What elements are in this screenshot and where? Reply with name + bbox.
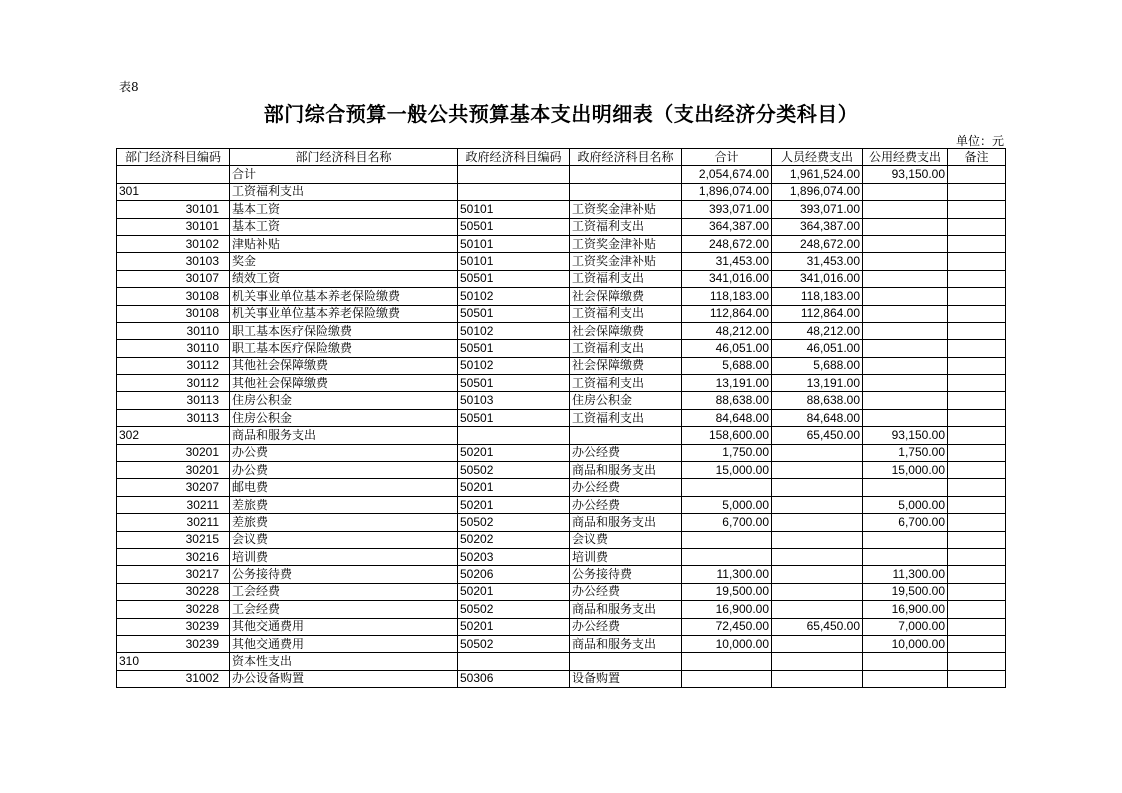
table-row bbox=[117, 601, 1006, 618]
gov-code-cell: 50201 bbox=[458, 618, 570, 635]
remark-cell bbox=[948, 496, 1006, 513]
header-public: 公用经费支出 bbox=[863, 149, 948, 166]
dept-name-cell: 其他社会保障缴费 bbox=[230, 375, 458, 392]
gov-code-cell: 50201 bbox=[458, 444, 570, 461]
dept-code-cell: 302 bbox=[117, 427, 230, 444]
dept-code-cell: 301 bbox=[117, 183, 230, 200]
total-cell: 5,688.00 bbox=[682, 357, 772, 374]
gov-name-cell: 工资奖金津补贴 bbox=[570, 253, 682, 270]
header-remark: 备注 bbox=[948, 149, 1006, 166]
gov-code-cell bbox=[458, 427, 570, 444]
table-row bbox=[117, 166, 1006, 183]
personnel-cell bbox=[772, 670, 863, 687]
total-cell: 11,300.00 bbox=[682, 566, 772, 583]
personnel-cell bbox=[772, 496, 863, 513]
table-row bbox=[117, 462, 1006, 479]
dept-name-cell: 商品和服务支出 bbox=[230, 427, 458, 444]
dept-code-cell: 30112 bbox=[117, 375, 230, 392]
total-cell: 364,387.00 bbox=[682, 218, 772, 235]
table-row bbox=[117, 635, 1006, 652]
dept-code-cell: 30239 bbox=[117, 618, 230, 635]
personnel-cell: 112,864.00 bbox=[772, 305, 863, 322]
remark-cell bbox=[948, 288, 1006, 305]
gov-name-cell: 商品和服务支出 bbox=[570, 635, 682, 652]
personnel-cell bbox=[772, 653, 863, 670]
gov-code-cell: 50502 bbox=[458, 601, 570, 618]
total-cell: 19,500.00 bbox=[682, 583, 772, 600]
total-cell: 393,071.00 bbox=[682, 201, 772, 218]
dept-name-cell: 邮电费 bbox=[230, 479, 458, 496]
gov-name-cell: 办公经费 bbox=[570, 444, 682, 461]
total-cell: 48,212.00 bbox=[682, 322, 772, 339]
gov-name-cell: 工资奖金津补贴 bbox=[570, 201, 682, 218]
dept-name-cell: 合计 bbox=[230, 166, 458, 183]
dept-code-cell: 30201 bbox=[117, 462, 230, 479]
remark-cell bbox=[948, 462, 1006, 479]
gov-name-cell: 办公经费 bbox=[570, 618, 682, 635]
dept-name-cell: 办公设备购置 bbox=[230, 670, 458, 687]
total-cell bbox=[682, 531, 772, 548]
remark-cell bbox=[948, 427, 1006, 444]
table-row bbox=[117, 583, 1006, 600]
dept-name-cell: 其他交通费用 bbox=[230, 618, 458, 635]
dept-name-cell: 住房公积金 bbox=[230, 409, 458, 426]
gov-code-cell: 50502 bbox=[458, 514, 570, 531]
personnel-cell: 31,453.00 bbox=[772, 253, 863, 270]
total-cell: 72,450.00 bbox=[682, 618, 772, 635]
table-header-row bbox=[117, 149, 1006, 166]
table-row bbox=[117, 409, 1006, 426]
personnel-cell bbox=[772, 548, 863, 565]
public-cell: 5,000.00 bbox=[863, 496, 948, 513]
dept-code-cell: 30211 bbox=[117, 514, 230, 531]
public-cell bbox=[863, 340, 948, 357]
dept-code-cell: 30101 bbox=[117, 218, 230, 235]
table-row bbox=[117, 305, 1006, 322]
dept-name-cell: 其他交通费用 bbox=[230, 635, 458, 652]
public-cell: 11,300.00 bbox=[863, 566, 948, 583]
public-cell: 93,150.00 bbox=[863, 166, 948, 183]
dept-name-cell: 基本工资 bbox=[230, 201, 458, 218]
personnel-cell bbox=[772, 583, 863, 600]
personnel-cell: 1,961,524.00 bbox=[772, 166, 863, 183]
personnel-cell: 118,183.00 bbox=[772, 288, 863, 305]
gov-name-cell: 工资福利支出 bbox=[570, 305, 682, 322]
gov-code-cell: 50102 bbox=[458, 357, 570, 374]
table-row bbox=[117, 218, 1006, 235]
gov-name-cell bbox=[570, 183, 682, 200]
personnel-cell: 84,648.00 bbox=[772, 409, 863, 426]
gov-name-cell: 社会保障缴费 bbox=[570, 322, 682, 339]
dept-code-cell: 30113 bbox=[117, 392, 230, 409]
remark-cell bbox=[948, 392, 1006, 409]
gov-code-cell: 50502 bbox=[458, 462, 570, 479]
personnel-cell: 46,051.00 bbox=[772, 340, 863, 357]
public-cell bbox=[863, 253, 948, 270]
public-cell: 6,700.00 bbox=[863, 514, 948, 531]
public-cell bbox=[863, 201, 948, 218]
gov-code-cell: 50102 bbox=[458, 288, 570, 305]
dept-code-cell: 30113 bbox=[117, 409, 230, 426]
gov-name-cell: 工资福利支出 bbox=[570, 218, 682, 235]
table-row bbox=[117, 375, 1006, 392]
gov-code-cell: 50201 bbox=[458, 583, 570, 600]
total-cell bbox=[682, 548, 772, 565]
gov-name-cell: 商品和服务支出 bbox=[570, 514, 682, 531]
personnel-cell bbox=[772, 531, 863, 548]
total-cell: 2,054,674.00 bbox=[682, 166, 772, 183]
remark-cell bbox=[948, 409, 1006, 426]
gov-name-cell: 办公经费 bbox=[570, 496, 682, 513]
gov-code-cell: 50103 bbox=[458, 392, 570, 409]
remark-cell bbox=[948, 601, 1006, 618]
personnel-cell: 341,016.00 bbox=[772, 270, 863, 287]
gov-name-cell: 办公经费 bbox=[570, 583, 682, 600]
gov-name-cell: 工资福利支出 bbox=[570, 270, 682, 287]
public-cell: 16,900.00 bbox=[863, 601, 948, 618]
total-cell: 118,183.00 bbox=[682, 288, 772, 305]
total-cell: 1,750.00 bbox=[682, 444, 772, 461]
dept-name-cell: 公务接待费 bbox=[230, 566, 458, 583]
dept-name-cell: 基本工资 bbox=[230, 218, 458, 235]
remark-cell bbox=[948, 357, 1006, 374]
dept-code-cell: 30110 bbox=[117, 340, 230, 357]
remark-cell bbox=[948, 531, 1006, 548]
dept-name-cell: 住房公积金 bbox=[230, 392, 458, 409]
dept-name-cell: 工会经费 bbox=[230, 583, 458, 600]
public-cell bbox=[863, 653, 948, 670]
dept-name-cell: 其他社会保障缴费 bbox=[230, 357, 458, 374]
gov-code-cell bbox=[458, 183, 570, 200]
gov-name-cell: 商品和服务支出 bbox=[570, 601, 682, 618]
gov-name-cell: 会议费 bbox=[570, 531, 682, 548]
total-cell: 88,638.00 bbox=[682, 392, 772, 409]
gov-code-cell: 50501 bbox=[458, 340, 570, 357]
gov-code-cell: 50101 bbox=[458, 235, 570, 252]
dept-code-cell: 31002 bbox=[117, 670, 230, 687]
table-row bbox=[117, 183, 1006, 200]
public-cell bbox=[863, 305, 948, 322]
dept-code-cell: 30239 bbox=[117, 635, 230, 652]
dept-name-cell: 奖金 bbox=[230, 253, 458, 270]
unit-label: 单位：元 bbox=[955, 134, 1004, 148]
gov-code-cell: 50101 bbox=[458, 253, 570, 270]
personnel-cell: 248,672.00 bbox=[772, 235, 863, 252]
dept-name-cell: 培训费 bbox=[230, 548, 458, 565]
gov-name-cell: 培训费 bbox=[570, 548, 682, 565]
table-row bbox=[117, 566, 1006, 583]
dept-code-cell: 30108 bbox=[117, 305, 230, 322]
gov-code-cell: 50201 bbox=[458, 479, 570, 496]
table-row bbox=[117, 670, 1006, 687]
dept-code-cell bbox=[117, 166, 230, 183]
public-cell bbox=[863, 548, 948, 565]
remark-cell bbox=[948, 340, 1006, 357]
public-cell bbox=[863, 218, 948, 235]
public-cell bbox=[863, 392, 948, 409]
total-cell: 16,900.00 bbox=[682, 601, 772, 618]
remark-cell bbox=[948, 444, 1006, 461]
header-dept-name: 部门经济科目名称 bbox=[230, 149, 458, 166]
public-cell bbox=[863, 183, 948, 200]
table-row bbox=[117, 618, 1006, 635]
gov-name-cell: 商品和服务支出 bbox=[570, 462, 682, 479]
table-row bbox=[117, 548, 1006, 565]
dept-name-cell: 差旅费 bbox=[230, 496, 458, 513]
remark-cell bbox=[948, 479, 1006, 496]
public-cell bbox=[863, 357, 948, 374]
gov-code-cell bbox=[458, 653, 570, 670]
remark-cell bbox=[948, 183, 1006, 200]
dept-name-cell: 资本性支出 bbox=[230, 653, 458, 670]
remark-cell bbox=[948, 235, 1006, 252]
public-cell: 10,000.00 bbox=[863, 635, 948, 652]
public-cell bbox=[863, 270, 948, 287]
public-cell bbox=[863, 375, 948, 392]
table-row bbox=[117, 514, 1006, 531]
table-row bbox=[117, 444, 1006, 461]
gov-name-cell: 工资福利支出 bbox=[570, 409, 682, 426]
gov-name-cell: 工资福利支出 bbox=[570, 340, 682, 357]
dept-name-cell: 机关事业单位基本养老保险缴费 bbox=[230, 305, 458, 322]
remark-cell bbox=[948, 322, 1006, 339]
remark-cell bbox=[948, 305, 1006, 322]
gov-code-cell: 50202 bbox=[458, 531, 570, 548]
total-cell bbox=[682, 670, 772, 687]
dept-code-cell: 30216 bbox=[117, 548, 230, 565]
remark-cell bbox=[948, 375, 1006, 392]
public-cell bbox=[863, 479, 948, 496]
table-row bbox=[117, 531, 1006, 548]
total-cell: 341,016.00 bbox=[682, 270, 772, 287]
personnel-cell: 393,071.00 bbox=[772, 201, 863, 218]
dept-code-cell: 30207 bbox=[117, 479, 230, 496]
page-title: 部门综合预算一般公共预算基本支出明细表（支出经济分类科目） bbox=[263, 102, 859, 126]
table-row bbox=[117, 653, 1006, 670]
gov-name-cell: 设备购置 bbox=[570, 670, 682, 687]
personnel-cell: 88,638.00 bbox=[772, 392, 863, 409]
dept-code-cell: 30101 bbox=[117, 201, 230, 218]
table-row bbox=[117, 288, 1006, 305]
header-personnel: 人员经费支出 bbox=[772, 149, 863, 166]
gov-name-cell: 工资奖金津补贴 bbox=[570, 235, 682, 252]
total-cell: 248,672.00 bbox=[682, 235, 772, 252]
gov-code-cell: 50501 bbox=[458, 305, 570, 322]
total-cell: 6,700.00 bbox=[682, 514, 772, 531]
total-cell: 84,648.00 bbox=[682, 409, 772, 426]
gov-code-cell: 50203 bbox=[458, 548, 570, 565]
table-row bbox=[117, 496, 1006, 513]
remark-cell bbox=[948, 201, 1006, 218]
table-row bbox=[117, 235, 1006, 252]
personnel-cell: 48,212.00 bbox=[772, 322, 863, 339]
table-row bbox=[117, 253, 1006, 270]
remark-cell bbox=[948, 548, 1006, 565]
personnel-cell: 364,387.00 bbox=[772, 218, 863, 235]
public-cell bbox=[863, 670, 948, 687]
public-cell: 93,150.00 bbox=[863, 427, 948, 444]
remark-cell bbox=[948, 583, 1006, 600]
budget-detail-table bbox=[116, 148, 1006, 688]
dept-name-cell: 工会经费 bbox=[230, 601, 458, 618]
dept-name-cell: 津贴补贴 bbox=[230, 235, 458, 252]
header-dept-code: 部门经济科目编码 bbox=[117, 149, 230, 166]
gov-name-cell: 住房公积金 bbox=[570, 392, 682, 409]
table-body bbox=[117, 166, 1006, 688]
header-gov-code: 政府经济科目编码 bbox=[458, 149, 570, 166]
table-row bbox=[117, 340, 1006, 357]
dept-code-cell: 310 bbox=[117, 653, 230, 670]
total-cell bbox=[682, 653, 772, 670]
total-cell: 112,864.00 bbox=[682, 305, 772, 322]
dept-code-cell: 30201 bbox=[117, 444, 230, 461]
dept-name-cell: 绩效工资 bbox=[230, 270, 458, 287]
table-number-label: 表8 bbox=[119, 80, 139, 94]
dept-code-cell: 30103 bbox=[117, 253, 230, 270]
table-row bbox=[117, 479, 1006, 496]
public-cell bbox=[863, 409, 948, 426]
dept-code-cell: 30102 bbox=[117, 235, 230, 252]
personnel-cell: 65,450.00 bbox=[772, 618, 863, 635]
header-gov-name: 政府经济科目名称 bbox=[570, 149, 682, 166]
table-row bbox=[117, 392, 1006, 409]
personnel-cell: 5,688.00 bbox=[772, 357, 863, 374]
gov-name-cell bbox=[570, 653, 682, 670]
header-total: 合计 bbox=[682, 149, 772, 166]
remark-cell bbox=[948, 218, 1006, 235]
total-cell: 46,051.00 bbox=[682, 340, 772, 357]
dept-code-cell: 30211 bbox=[117, 496, 230, 513]
public-cell: 1,750.00 bbox=[863, 444, 948, 461]
dept-name-cell: 工资福利支出 bbox=[230, 183, 458, 200]
dept-code-cell: 30108 bbox=[117, 288, 230, 305]
remark-cell bbox=[948, 253, 1006, 270]
dept-code-cell: 30215 bbox=[117, 531, 230, 548]
remark-cell bbox=[948, 618, 1006, 635]
personnel-cell: 1,896,074.00 bbox=[772, 183, 863, 200]
public-cell bbox=[863, 235, 948, 252]
total-cell: 5,000.00 bbox=[682, 496, 772, 513]
public-cell bbox=[863, 531, 948, 548]
remark-cell bbox=[948, 514, 1006, 531]
personnel-cell bbox=[772, 635, 863, 652]
gov-code-cell: 50502 bbox=[458, 635, 570, 652]
gov-code-cell bbox=[458, 166, 570, 183]
public-cell: 7,000.00 bbox=[863, 618, 948, 635]
table-row bbox=[117, 201, 1006, 218]
remark-cell bbox=[948, 270, 1006, 287]
dept-name-cell: 职工基本医疗保险缴费 bbox=[230, 322, 458, 339]
total-cell: 15,000.00 bbox=[682, 462, 772, 479]
gov-code-cell: 50501 bbox=[458, 218, 570, 235]
dept-name-cell: 会议费 bbox=[230, 531, 458, 548]
personnel-cell bbox=[772, 601, 863, 618]
gov-name-cell bbox=[570, 166, 682, 183]
dept-code-cell: 30228 bbox=[117, 583, 230, 600]
total-cell: 1,896,074.00 bbox=[682, 183, 772, 200]
personnel-cell bbox=[772, 479, 863, 496]
dept-code-cell: 30110 bbox=[117, 322, 230, 339]
dept-code-cell: 30228 bbox=[117, 601, 230, 618]
total-cell: 158,600.00 bbox=[682, 427, 772, 444]
gov-code-cell: 50501 bbox=[458, 409, 570, 426]
remark-cell bbox=[948, 670, 1006, 687]
gov-code-cell: 50201 bbox=[458, 496, 570, 513]
gov-name-cell: 办公经费 bbox=[570, 479, 682, 496]
total-cell: 31,453.00 bbox=[682, 253, 772, 270]
personnel-cell bbox=[772, 462, 863, 479]
personnel-cell: 65,450.00 bbox=[772, 427, 863, 444]
public-cell bbox=[863, 322, 948, 339]
dept-name-cell: 职工基本医疗保险缴费 bbox=[230, 340, 458, 357]
gov-name-cell: 社会保障缴费 bbox=[570, 288, 682, 305]
public-cell: 15,000.00 bbox=[863, 462, 948, 479]
gov-code-cell: 50102 bbox=[458, 322, 570, 339]
public-cell bbox=[863, 288, 948, 305]
personnel-cell: 13,191.00 bbox=[772, 375, 863, 392]
table-row bbox=[117, 427, 1006, 444]
total-cell bbox=[682, 479, 772, 496]
gov-code-cell: 50206 bbox=[458, 566, 570, 583]
gov-code-cell: 50306 bbox=[458, 670, 570, 687]
personnel-cell bbox=[772, 444, 863, 461]
dept-code-cell: 30112 bbox=[117, 357, 230, 374]
table-row bbox=[117, 357, 1006, 374]
table-row bbox=[117, 270, 1006, 287]
gov-name-cell: 公务接待费 bbox=[570, 566, 682, 583]
gov-name-cell: 社会保障缴费 bbox=[570, 357, 682, 374]
gov-name-cell: 工资福利支出 bbox=[570, 375, 682, 392]
dept-name-cell: 办公费 bbox=[230, 462, 458, 479]
remark-cell bbox=[948, 166, 1006, 183]
personnel-cell bbox=[772, 566, 863, 583]
dept-name-cell: 机关事业单位基本养老保险缴费 bbox=[230, 288, 458, 305]
gov-code-cell: 50501 bbox=[458, 375, 570, 392]
dept-name-cell: 办公费 bbox=[230, 444, 458, 461]
gov-code-cell: 50101 bbox=[458, 201, 570, 218]
remark-cell bbox=[948, 653, 1006, 670]
remark-cell bbox=[948, 566, 1006, 583]
total-cell: 13,191.00 bbox=[682, 375, 772, 392]
personnel-cell bbox=[772, 514, 863, 531]
dept-name-cell: 差旅费 bbox=[230, 514, 458, 531]
gov-name-cell bbox=[570, 427, 682, 444]
public-cell: 19,500.00 bbox=[863, 583, 948, 600]
table-row bbox=[117, 322, 1006, 339]
total-cell: 10,000.00 bbox=[682, 635, 772, 652]
dept-code-cell: 30107 bbox=[117, 270, 230, 287]
dept-code-cell: 30217 bbox=[117, 566, 230, 583]
gov-code-cell: 50501 bbox=[458, 270, 570, 287]
remark-cell bbox=[948, 635, 1006, 652]
